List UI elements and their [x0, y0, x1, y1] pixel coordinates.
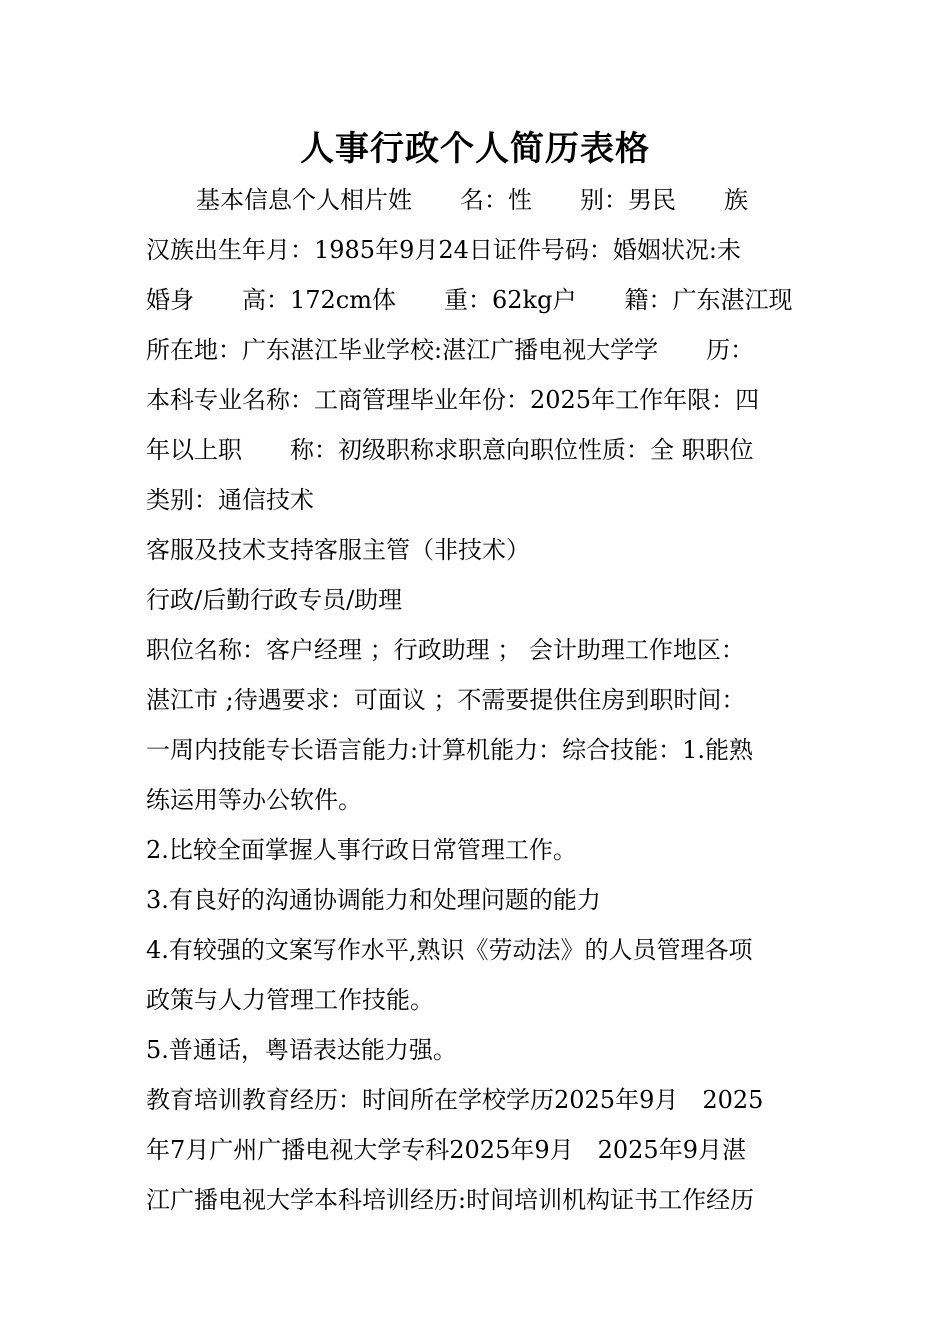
text-line-content: 年7月广州广播电视大学专科2025年9月 2025年9月湛	[146, 1136, 746, 1164]
text-line-content: 政策与人力管理工作技能。	[146, 986, 434, 1014]
text-line-content: 练运用等办公软件。	[146, 786, 362, 814]
text-line-content: 客服及技术支持客服主管（非技术）	[146, 536, 530, 564]
text-line-content: 3.有良好的沟通协调能力和处理问题的能力	[146, 886, 601, 914]
text-line	[146, 775, 806, 825]
resume-body	[146, 175, 806, 1225]
text-line-content: 类别：通信技术	[146, 486, 314, 514]
text-line-content: 职位名称：客户经理 ；行政助理 ； 会计助理工作地区：	[146, 636, 745, 664]
text-line-content: 汉族出生年月：1985年9月24日证件号码：婚姻状况:未	[146, 236, 741, 264]
text-line-content: 湛江市 ;待遇要求：可面议 ；不需要提供住房到职时间：	[146, 686, 746, 714]
text-line	[146, 1175, 806, 1225]
text-line-content: 所在地：广东湛江毕业学校:湛江广播电视大学学 历：	[146, 336, 755, 364]
text-line	[146, 525, 806, 575]
text-line	[146, 225, 806, 275]
text-line-content: 婚身 高：172cm体 重：62kg户 籍：广东湛江现	[146, 286, 793, 314]
text-line-content: 4.有较强的文案写作水平,熟识《劳动法》的人员管理各项	[146, 936, 753, 964]
text-line-content: 本科专业名称：工商管理毕业年份：2025年工作年限：四	[146, 386, 760, 414]
text-line	[146, 725, 806, 775]
text-line	[146, 375, 806, 425]
text-line	[146, 825, 806, 875]
text-line	[146, 175, 806, 225]
text-line-content: 行政/后勤行政专员/助理	[146, 586, 403, 614]
text-line	[146, 425, 806, 475]
text-line	[146, 575, 806, 625]
text-line	[146, 275, 806, 325]
text-line-content: 一周内技能专长语言能力:计算机能力：综合技能：1.能熟	[146, 736, 753, 764]
text-line-content: 年以上职 称：初级职称求职意向职位性质：全 职职位	[146, 436, 754, 464]
text-line	[146, 1025, 806, 1075]
text-line	[146, 675, 806, 725]
text-line	[146, 475, 806, 525]
text-line	[146, 925, 806, 975]
text-line-content: 5.普通话，粤语表达能力强。	[146, 1036, 457, 1064]
text-line	[146, 1125, 806, 1175]
text-line-content: 教育培训教育经历：时间所在学校学历2025年9月 2025	[146, 1086, 764, 1114]
text-line-content: 基本信息个人相片姓 名：性 别：男民 族	[196, 186, 748, 214]
text-line-content: 2.比较全面掌握人事行政日常管理工作。	[146, 836, 577, 864]
text-line	[146, 875, 806, 925]
text-line	[146, 325, 806, 375]
text-line	[146, 625, 806, 675]
text-line	[146, 975, 806, 1025]
text-line	[146, 1075, 806, 1125]
text-line-content: 江广播电视大学本科培训经历:时间培训机构证书工作经历	[146, 1186, 755, 1214]
document-title: 人事行政个人简历表格	[300, 129, 650, 169]
